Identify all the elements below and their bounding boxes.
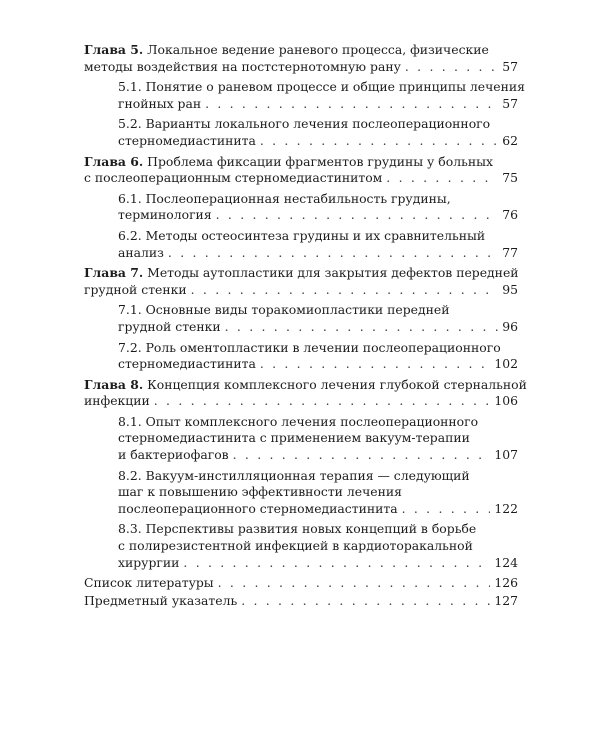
dot-leader [205, 96, 498, 113]
chapter-title-line2: инфекции [84, 393, 150, 409]
section-title-line1: 6.2. Методы остеосинтеза грудины и их сравнительный [118, 227, 486, 243]
page-number: 127 [494, 592, 518, 608]
toc-chapter-6[interactable] [84, 154, 518, 187]
section-title-line1: 6.1. Послеоперационная нестабильность грудины, [118, 190, 451, 206]
chapter-title-line1: Проблема фиксации фрагментов грудины у больных [143, 153, 493, 169]
dot-leader [386, 170, 498, 187]
chapter-title-line2: грудной стенки [84, 281, 187, 297]
toc-subject-index[interactable] [84, 593, 518, 610]
page-number: 124 [494, 554, 518, 570]
dot-leader [233, 447, 491, 464]
page-number: 122 [494, 500, 518, 516]
page-number: 75 [502, 170, 518, 186]
chapter-title-line1: Концепция комплексного лечения глубокой стернальной [143, 376, 527, 392]
dot-leader [216, 207, 499, 224]
section-title-line1: 5.1. Понятие о раневом процессе и общие принципы лечения [118, 79, 525, 95]
dot-leader [191, 282, 499, 299]
page-number: 76 [502, 207, 518, 223]
chapter-title-line2: с послеоперационным стерномедиастинитом [84, 170, 383, 186]
section-title-line1: 7.2. Роль оментопластики в лечении послеоперационного [118, 339, 501, 355]
section-title-line3: послеоперационного стерномедиастинита [118, 500, 398, 516]
section-title-line2: шаг к повышению эффективности лечения [118, 484, 402, 500]
chapter-label: Глава 5. [84, 42, 144, 57]
dot-leader [154, 393, 491, 410]
section-title-line1: 8.2. Вакуум-инстилляционная терапия — следующий [118, 467, 470, 483]
section-title-line1: 8.1. Опыт комплексного лечения послеоперационного [118, 413, 479, 429]
toc-references[interactable] [84, 575, 518, 592]
section-title-line2: стерномедиастинита с применением вакуум-терапии [118, 430, 470, 446]
page-number: 102 [494, 356, 518, 372]
section-title-line2: грудной стенки [118, 318, 221, 334]
toc-section-7-1[interactable] [84, 302, 518, 335]
section-title-line2: стерномедиастинита [118, 132, 256, 148]
chapter-title-line1: Локальное ведение раневого процесса, физические [143, 42, 489, 57]
section-title-line3: хирургии [118, 554, 180, 570]
toc-section-8-3[interactable] [84, 521, 518, 571]
chapter-label: Глава 6. [84, 153, 144, 169]
section-title-line2: с полирезистентной инфекцией в кардиоторакальной [118, 538, 473, 554]
page-number: 62 [502, 132, 518, 148]
section-title-line2: анализ [118, 244, 164, 260]
dot-leader [260, 133, 498, 150]
table-of-contents [84, 42, 527, 610]
toc-section-8-2[interactable] [84, 468, 518, 518]
dot-leader [405, 59, 498, 76]
page-number: 57 [502, 95, 518, 111]
dot-leader [225, 319, 499, 336]
chapter-label: Глава 8. [84, 376, 144, 392]
page-number: 106 [494, 393, 518, 409]
toc-section-7-2[interactable] [84, 340, 518, 373]
dot-leader [241, 593, 490, 610]
page-number: 95 [502, 281, 518, 297]
section-title-line2: гнойных ран [118, 95, 202, 111]
page-number: 126 [494, 575, 518, 591]
section-title-line3: и бактериофагов [118, 447, 229, 463]
section-title-line2: терминология [118, 207, 212, 223]
page-number: 107 [494, 447, 518, 463]
toc-section-6-2[interactable] [84, 228, 518, 261]
section-title-line1: 7.1. Основные виды торакомиопластики передней [118, 302, 450, 318]
chapter-title-line1: Методы аутопластики для закрытия дефектов передней [143, 265, 519, 281]
dot-leader [183, 555, 490, 572]
page-number: 96 [502, 318, 518, 334]
dot-leader [260, 356, 491, 373]
section-title-line2: стерномедиастинита [118, 356, 256, 372]
page-number: 57 [502, 58, 518, 74]
chapter-title-line2: методы воздействия на постстернотомную рану [84, 58, 401, 74]
toc-section-6-1[interactable] [84, 191, 518, 224]
dot-leader [168, 245, 498, 262]
toc-chapter-7[interactable] [84, 265, 518, 298]
toc-section-5-1[interactable] [84, 79, 525, 112]
toc-chapter-5[interactable] [84, 42, 518, 75]
references-title: Список литературы [84, 575, 214, 591]
dot-leader [402, 501, 491, 518]
section-title-line1: 5.2. Варианты локального лечения послеоперационного [118, 116, 491, 132]
chapter-label: Глава 7. [84, 265, 144, 281]
page-number: 77 [502, 244, 518, 260]
toc-chapter-8[interactable] [84, 376, 527, 410]
toc-section-8-1[interactable] [84, 414, 518, 464]
index-title: Предметный указатель [84, 592, 238, 608]
dot-leader [218, 575, 491, 592]
toc-section-5-2[interactable] [84, 116, 518, 149]
section-title-line1: 8.3. Перспективы развития новых концепций в борьбе [118, 521, 477, 537]
